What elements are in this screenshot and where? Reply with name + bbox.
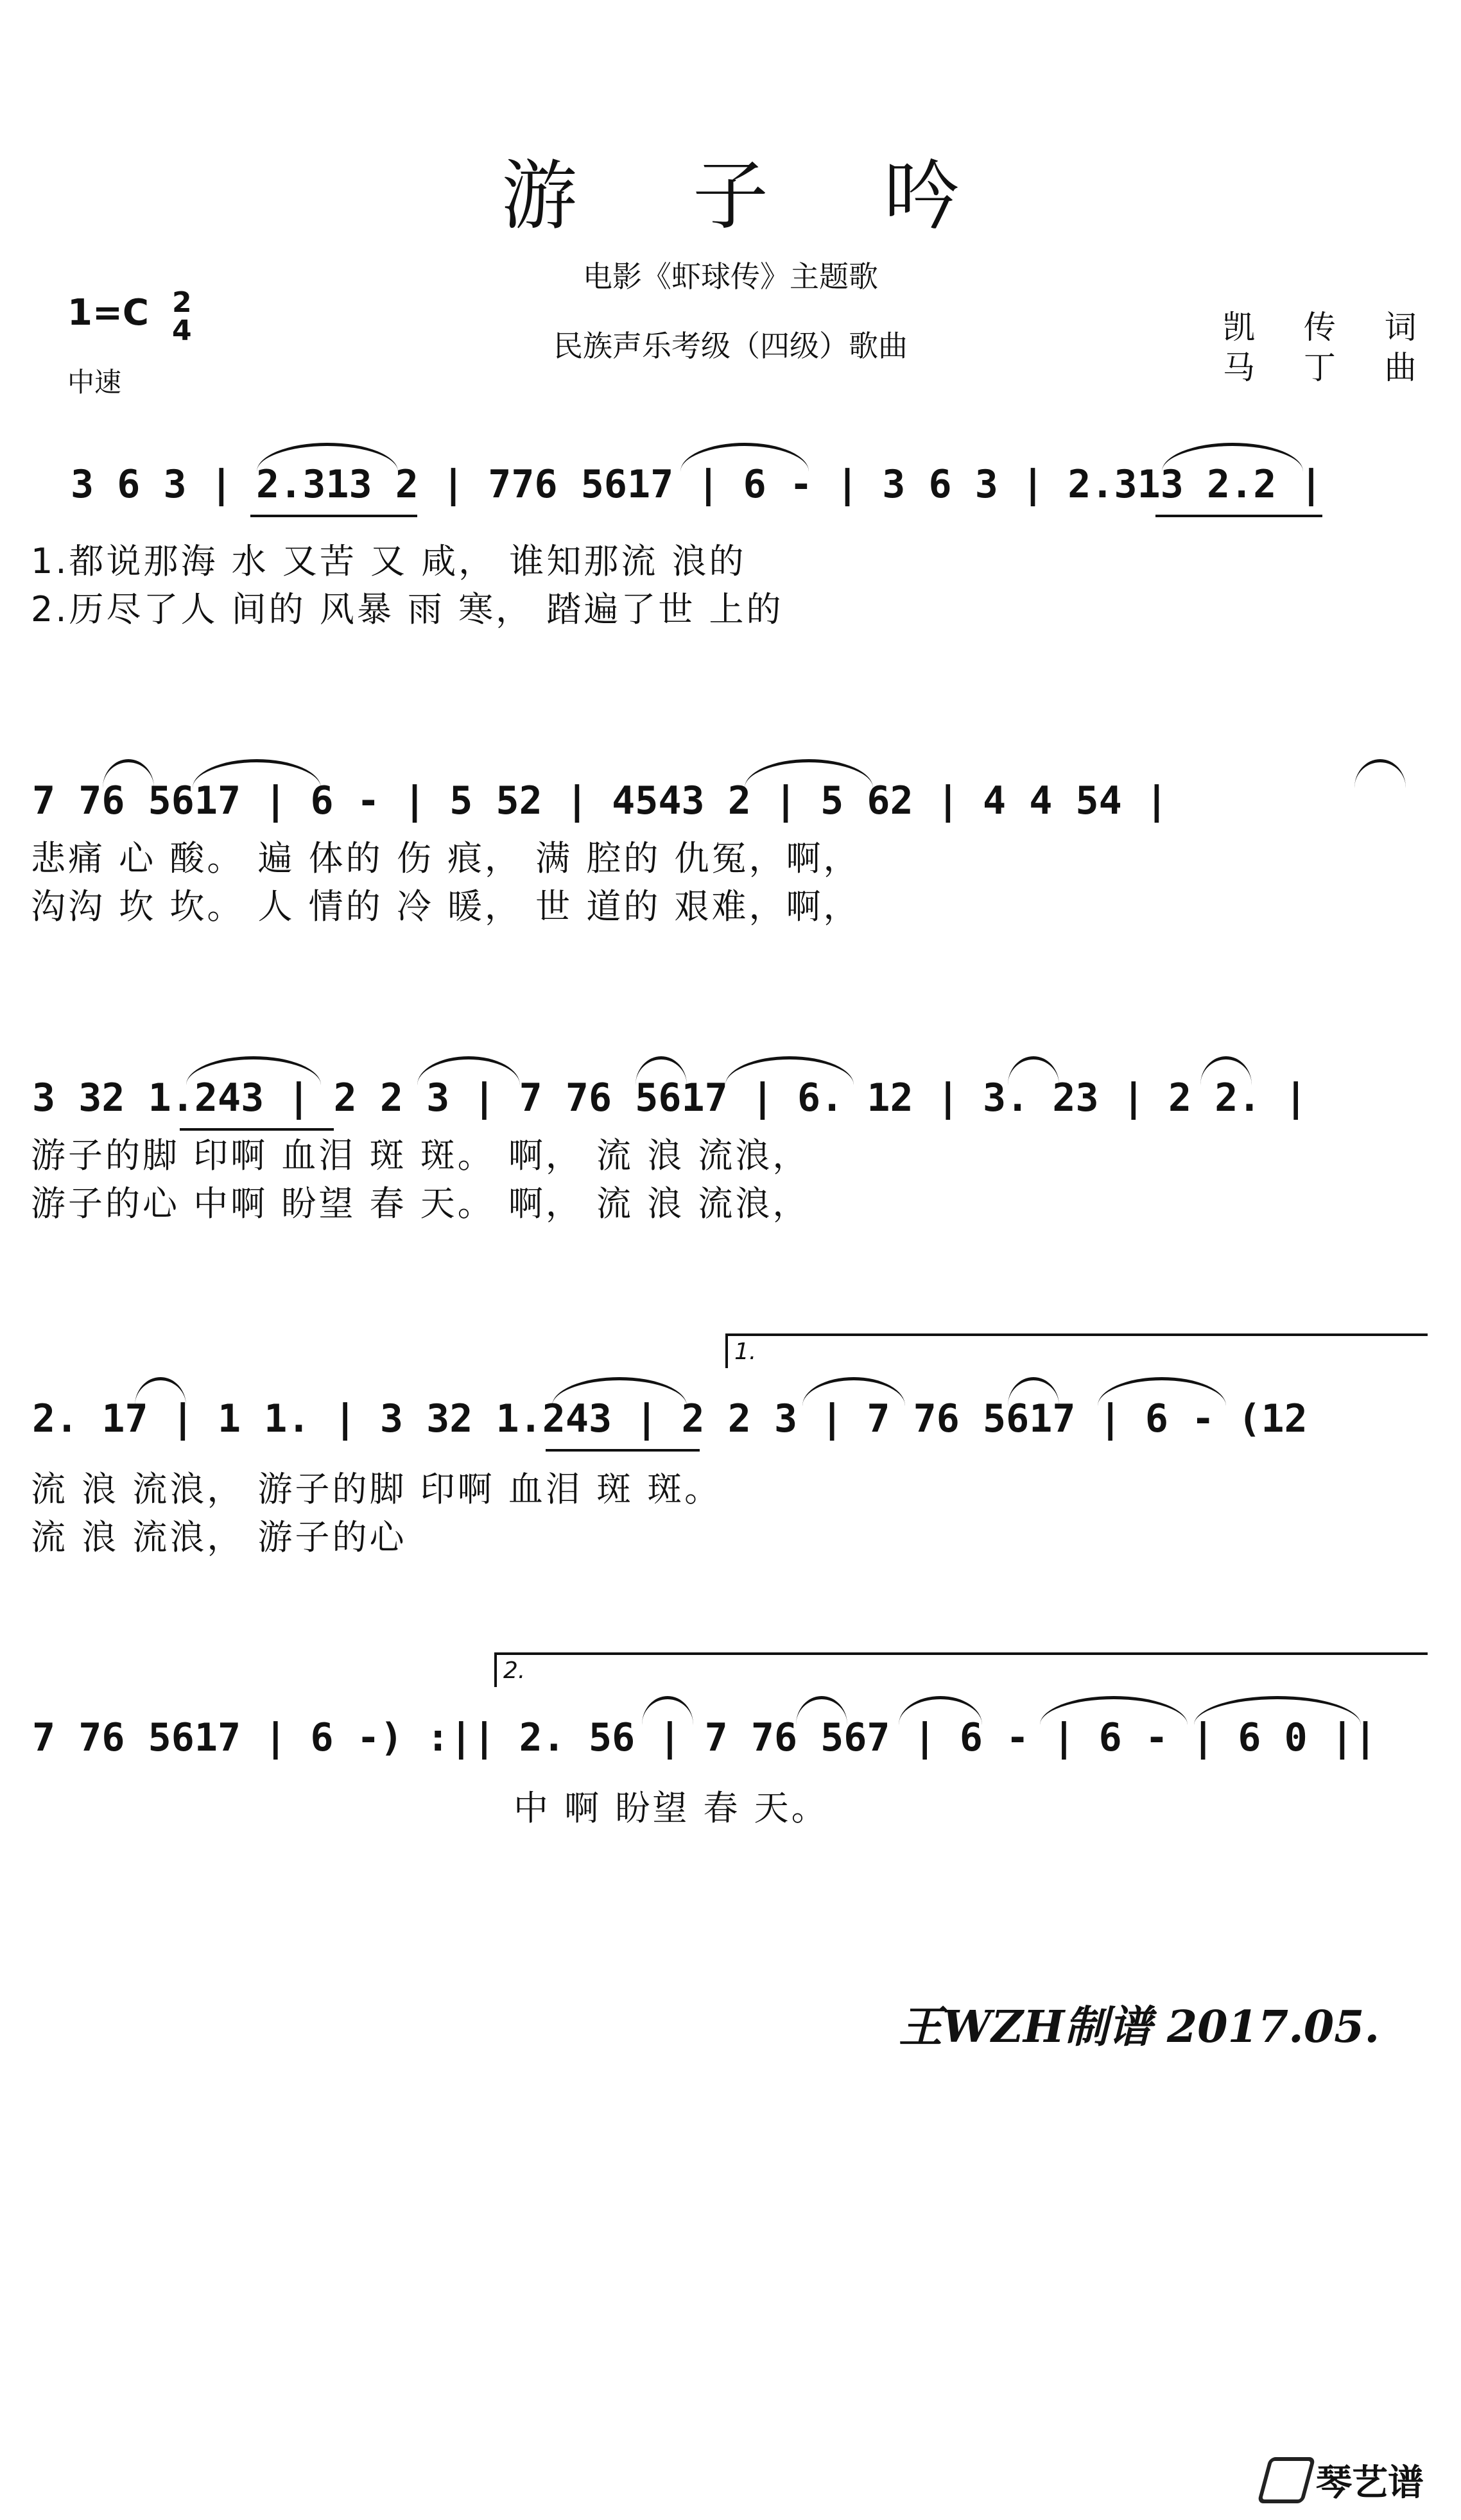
- notation-line: 2. 17 | 1 1. | 3 32 1.243 | 2 2 3 | 7 76 5617 | 6 - (12: [32, 1396, 1308, 1441]
- slur: [552, 1377, 687, 1406]
- time-signature-top: 2: [172, 286, 192, 319]
- slur: [680, 443, 809, 472]
- slur: [642, 1696, 693, 1725]
- slur: [635, 1056, 687, 1085]
- beam: [546, 1449, 700, 1452]
- song-title: 游子吟: [501, 151, 1075, 240]
- lyrics-verse-1: 中 啊 盼望 春 天。: [514, 1788, 829, 1828]
- exam-note: 民族声乐考级（四级）歌曲: [553, 329, 908, 363]
- lyrics-verse-2: 2.历尽了人 间的 风暴 雨 寒， 踏遍了世 上的: [31, 589, 784, 630]
- qinyipu-logo-icon: [1257, 2457, 1315, 2503]
- time-signature: [172, 286, 192, 347]
- watermark-logo: [1263, 2455, 1424, 2506]
- notation-line: 7 76 5617 | 6 - | 5 52 | 4543 2 | 5 62 | 4 4 54 |: [32, 778, 1169, 823]
- song-subtitle: 电影《虾球传》主题歌: [583, 259, 878, 294]
- slur: [1162, 443, 1303, 472]
- slur: [103, 759, 154, 788]
- lyricist-credit: 凯 传 词: [1223, 309, 1436, 346]
- notation-line: 3 6 3 | 2.313 2 | 776 5617 | 6 - | 3 6 3 | 2.313 2.2 |: [71, 462, 1323, 507]
- slur: [186, 1056, 321, 1085]
- beam: [250, 515, 417, 517]
- lyrics-verse-1: 1.都说那海 水 又苦 又 咸， 谁知那流 浪的: [31, 541, 747, 581]
- slur: [796, 1696, 847, 1725]
- slur: [417, 1056, 520, 1085]
- slur: [1008, 1056, 1059, 1085]
- slur: [725, 1056, 854, 1085]
- volta-2-label: 2.: [503, 1658, 526, 1684]
- tempo-mark: 中速: [67, 366, 122, 398]
- slur: [1098, 1377, 1226, 1406]
- slur: [257, 443, 398, 472]
- lyrics-verse-2: 流 浪 流浪， 游子的心: [31, 1517, 407, 1557]
- first-ending-bracket: [725, 1333, 1428, 1368]
- time-signature-bottom: 4: [172, 314, 192, 347]
- watermark-text: 琴艺谱: [1316, 2462, 1424, 2504]
- composer-credit: 马 丁 曲: [1223, 349, 1436, 386]
- beam: [1155, 515, 1322, 517]
- lyrics-verse-2: 游子的心 中啊 盼望 春 天。 啊， 流 浪 流浪，: [31, 1183, 810, 1224]
- slur: [1354, 759, 1406, 788]
- volta-1-label: 1.: [734, 1339, 757, 1365]
- second-ending-bracket: [494, 1652, 1428, 1687]
- slur: [1200, 1056, 1252, 1085]
- tie: [1194, 1696, 1361, 1725]
- slur: [193, 759, 321, 788]
- slur: [745, 759, 873, 788]
- lyrics-verse-1: 游子的脚 印啊 血泪 斑 斑。 啊， 流 浪 流浪，: [31, 1135, 810, 1176]
- slur: [135, 1377, 186, 1406]
- lyrics-verse-1: 流 浪 流浪， 游子的脚 印啊 血泪 斑 斑。: [31, 1469, 722, 1509]
- key-signature: 1=C: [67, 292, 149, 334]
- slur: [899, 1696, 982, 1725]
- lyrics-verse-1: 悲痛 心 酸。 遍 体的 伤 痕， 满 腔的 仇冤，啊，: [31, 838, 861, 879]
- lyrics-verse-2: 沟沟 坎 坎。 人 情的 冷 暖， 世 道的 艰难，啊，: [31, 886, 861, 927]
- tie: [1040, 1696, 1188, 1725]
- slur: [802, 1377, 905, 1406]
- notation-line: 7 76 5617 | 6 -) :|| 2. 56 | 7 76 567 | 6 - | 6 - | 6 0 ||: [32, 1715, 1378, 1760]
- slur: [1008, 1377, 1059, 1406]
- notation-line: 3 32 1.243 | 2 2 3 | 7 76 5617 | 6. 12 | 3. 23 | 2 2. |: [32, 1076, 1308, 1120]
- engraver-signature: 王WZH制谱 2017.05.: [899, 2001, 1380, 2053]
